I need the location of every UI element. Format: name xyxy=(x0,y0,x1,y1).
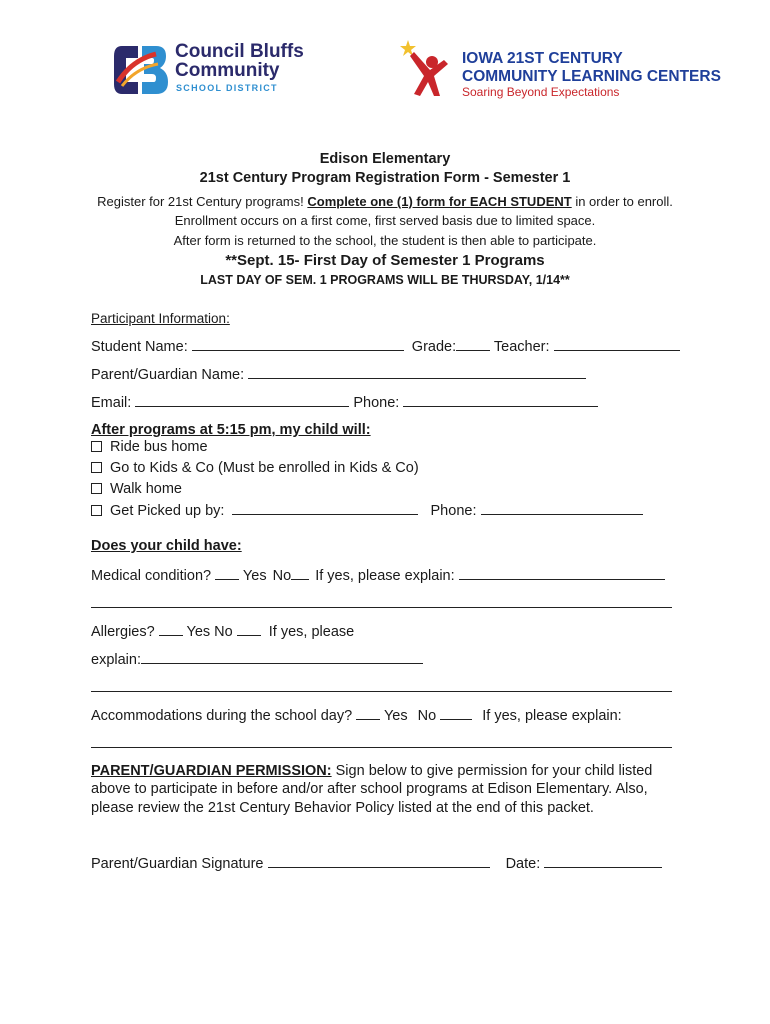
iowa-line1: IOWA 21ST CENTURY xyxy=(462,50,623,67)
intro-line-1 xyxy=(0,194,770,209)
allergies-label: Allergies? xyxy=(91,624,155,640)
accommodations-yes-field[interactable] xyxy=(356,705,380,720)
notice-first-day: **Sept. 15- First Day of Semester 1 Programs xyxy=(225,252,545,269)
phone-label: Phone: xyxy=(353,395,400,411)
teacher-field[interactable] xyxy=(554,336,680,351)
allergies-row xyxy=(91,621,354,641)
medical-yes: Yes xyxy=(242,568,267,584)
guardian-name-field[interactable] xyxy=(248,364,586,379)
option-kids-co[interactable] xyxy=(91,459,419,477)
pickup-phone-field[interactable] xyxy=(481,500,643,515)
iowa-line2: COMMUNITY LEARNING CENTERS xyxy=(462,68,721,85)
allergies-explain-field[interactable] xyxy=(141,649,423,664)
intro-emphasis: Complete one (1) form for EACH STUDENT xyxy=(307,194,572,209)
cb-line3: SCHOOL DISTRICT xyxy=(176,83,278,93)
cb-line2: Community xyxy=(175,60,280,81)
option-walk-home[interactable] xyxy=(91,480,182,498)
student-name-label: Student Name: xyxy=(91,339,188,355)
option-label: Go to Kids & Co (Must be enrolled in Kids & Co) xyxy=(110,460,419,476)
guardian-label: Parent/Guardian Name: xyxy=(91,367,245,383)
email-field[interactable] xyxy=(135,392,349,407)
pickup-phone-label: Phone: xyxy=(430,503,477,519)
student-name-field[interactable] xyxy=(192,336,404,351)
school-name: Edison Elementary xyxy=(319,151,451,167)
permission-line-3: please review the 21st Century Behavior Policy listed at the end of this packet. xyxy=(91,800,594,816)
medical-explain-field[interactable] xyxy=(459,565,665,580)
date-label: Date: xyxy=(505,856,541,872)
medical-label: Medical condition? xyxy=(91,568,212,584)
accommodations-explain-line[interactable] xyxy=(91,747,672,748)
signature-field[interactable] xyxy=(268,853,490,868)
accommodations-yes: Yes xyxy=(383,708,408,724)
guardian-row xyxy=(91,364,586,384)
participant-heading: Participant Information: xyxy=(91,311,230,326)
phone-field[interactable] xyxy=(403,392,598,407)
permission-line-2: above to participate in before and/or after school programs at Edison Elementary. Also, xyxy=(91,781,648,797)
notice-last-day: LAST DAY OF SEM. 1 PROGRAMS WILL BE THURSDAY, 1/14** xyxy=(200,273,570,287)
option-label: Get Picked up by: xyxy=(110,503,225,519)
checkbox-kids-co[interactable] xyxy=(91,462,102,473)
permission-text-1: Sign below to give permission for your child listed xyxy=(331,763,653,779)
medical-yes-field[interactable] xyxy=(215,565,239,580)
option-ride-bus[interactable] xyxy=(91,438,208,456)
pickup-person-field[interactable] xyxy=(232,500,418,515)
allergies-explain-line[interactable] xyxy=(91,691,672,692)
checkbox-ride-bus[interactable] xyxy=(91,441,102,452)
signature-row xyxy=(91,853,662,873)
medical-row xyxy=(91,565,665,585)
explain-label: explain: xyxy=(91,652,141,668)
permission-line-1 xyxy=(91,762,652,780)
email-label: Email: xyxy=(91,395,132,411)
intro-line-3: After form is returned to the school, the student is then able to participate. xyxy=(173,233,597,248)
intro-line-2: Enrollment occurs on a first come, first served basis due to limited space. xyxy=(174,213,596,228)
allergies-yes-field[interactable] xyxy=(159,621,183,636)
after-programs-heading: After programs at 5:15 pm, my child will: xyxy=(91,422,371,438)
allergies-explain-label: If yes, please xyxy=(268,624,355,640)
form-title: 21st Century Program Registration Form - Semester 1 xyxy=(199,170,571,186)
iowa-line3: Soaring Beyond Expectations xyxy=(462,85,620,99)
allergies-no-field[interactable] xyxy=(237,621,261,636)
accommodations-row xyxy=(91,705,622,725)
accommodations-label: Accommodations during the school day? xyxy=(91,708,353,724)
checkbox-walk-home[interactable] xyxy=(91,483,102,494)
student-name-row xyxy=(91,336,680,356)
teacher-label: Teacher: xyxy=(493,339,550,355)
permission-heading: PARENT/GUARDIAN PERMISSION: xyxy=(91,763,332,779)
accommodations-explain-label: If yes, please explain: xyxy=(482,708,622,724)
medical-explain-label: If yes, please explain: xyxy=(315,568,455,584)
option-picked-up[interactable] xyxy=(91,500,643,520)
date-field[interactable] xyxy=(544,853,662,868)
grade-field[interactable] xyxy=(456,336,490,351)
allergies-explain-row xyxy=(91,649,423,669)
medical-explain-line[interactable] xyxy=(91,607,672,608)
grade-label: Grade: xyxy=(411,339,457,355)
accommodations-no-field[interactable] xyxy=(440,705,472,720)
allergies-no: No xyxy=(214,624,233,640)
intro-pre: Register for 21st Century programs! xyxy=(97,194,308,209)
cb-line1: Council Bluffs xyxy=(175,41,304,62)
cb-mark-icon xyxy=(112,42,170,98)
medical-no-field[interactable] xyxy=(291,565,309,580)
option-label: Walk home xyxy=(110,481,182,497)
email-row xyxy=(91,392,598,412)
checkbox-picked-up[interactable] xyxy=(91,505,102,516)
intro-post: in order to enroll. xyxy=(571,194,673,209)
signature-label: Parent/Guardian Signature xyxy=(91,856,264,872)
health-heading: Does your child have: xyxy=(91,538,242,554)
iowa-21st-century-logo xyxy=(400,38,721,102)
option-label: Ride bus home xyxy=(110,439,208,455)
accommodations-no: No xyxy=(417,708,437,724)
medical-no: No xyxy=(272,568,292,584)
council-bluffs-logo xyxy=(112,42,312,98)
allergies-yes: Yes xyxy=(186,624,211,640)
star-figure-icon xyxy=(400,38,460,100)
